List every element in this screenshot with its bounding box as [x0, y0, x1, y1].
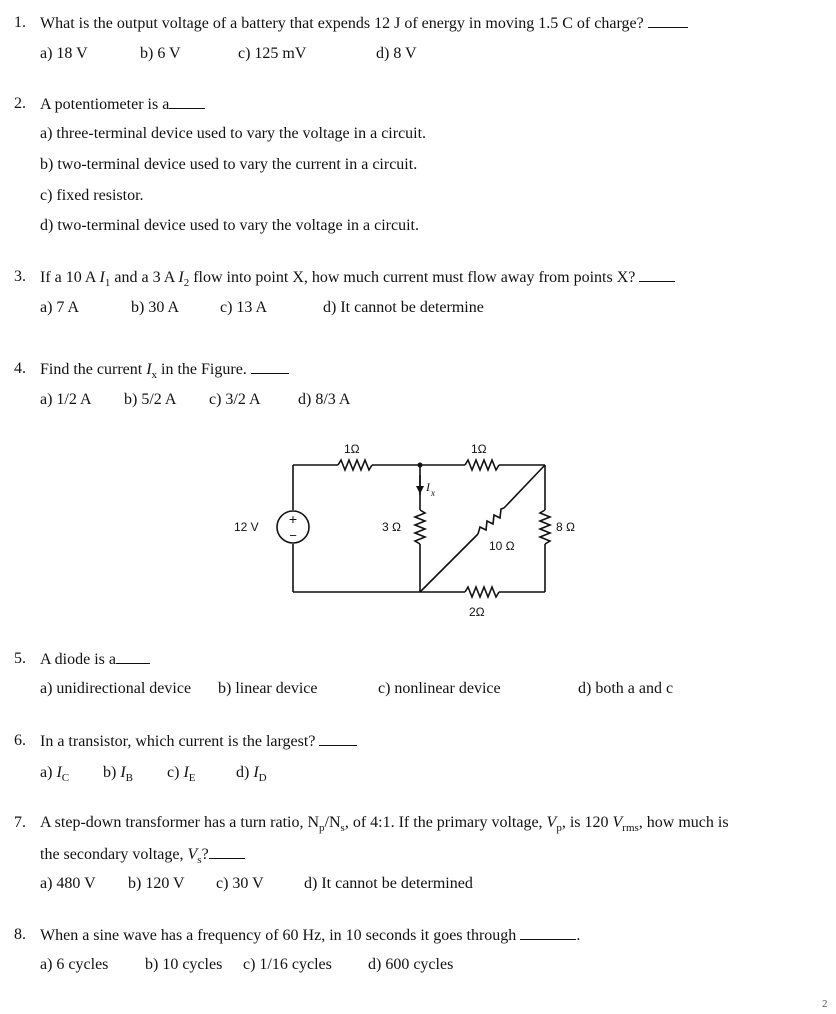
q6-answer-blank[interactable]	[319, 731, 357, 746]
source-label: 12 V	[234, 520, 259, 534]
q7-number: 7.	[14, 814, 26, 831]
q4-number: 4.	[14, 360, 26, 377]
wire-diag-2	[504, 465, 545, 508]
q6-stem: In a transistor, which current is the largest?	[40, 733, 316, 750]
q8-option-b[interactable]: b) 10 cycles	[145, 956, 223, 973]
q7-vs-sub: s	[197, 854, 202, 867]
q2-option-b[interactable]: b) two-terminal device used to vary the current in a circuit.	[40, 156, 418, 173]
q4-stem-post: in the Figure.	[157, 361, 247, 378]
q5-option-d[interactable]: d) both a and c	[578, 680, 674, 697]
q6-option-a-sub: C	[61, 772, 70, 785]
q3-stem-post: flow into point X, how much current must flow away from points X?	[189, 269, 636, 286]
q7-answer-blank[interactable]	[209, 844, 245, 859]
q6-option-b-symbol: I	[120, 764, 126, 781]
q7-line2-a: the secondary voltage,	[40, 846, 188, 863]
q1-option-c[interactable]: c) 125 mV	[238, 45, 307, 62]
q3-stem-pre: If a 10 A	[40, 269, 100, 286]
q2-option-d[interactable]: d) two-terminal device used to vary the voltage in a circuit.	[40, 217, 419, 234]
q6-option-a-prefix: a)	[40, 764, 57, 781]
q7-option-b[interactable]: b) 120 V	[128, 875, 185, 892]
q6-option-c[interactable]	[167, 763, 196, 788]
resistor-mid	[415, 510, 425, 544]
wire-diag-1	[420, 534, 478, 592]
current-label: I	[426, 480, 430, 494]
q8-option-d[interactable]: d) 600 cycles	[368, 956, 454, 973]
q3-i2-sub: 2	[183, 277, 190, 290]
q1-option-b[interactable]: b) 6 V	[140, 45, 181, 62]
q1-number: 1.	[14, 14, 26, 31]
resistor-top-left	[338, 460, 372, 470]
q7-vp-sub: p	[556, 822, 562, 835]
q3-option-a[interactable]: a) 7 A	[40, 299, 80, 316]
q1-stem: What is the output voltage of a battery that expends 12 J of energy in moving 1.5 C of charge?	[40, 15, 644, 32]
q3-option-b[interactable]: b) 30 A	[131, 299, 179, 316]
q7-sub-s: s	[340, 822, 345, 835]
q2-option-a[interactable]: a) three-terminal device used to vary the voltage in a circuit.	[40, 125, 427, 142]
q2-option-c[interactable]: c) fixed resistor.	[40, 187, 144, 204]
q8-text	[40, 925, 580, 946]
label-r-top-right: 1Ω	[471, 442, 487, 456]
q7-option-a[interactable]: a) 480 V	[40, 875, 96, 892]
q7-text-line1	[40, 813, 729, 838]
q7-line1-b: /N	[324, 814, 341, 831]
q7-vrms-symbol: V	[612, 814, 623, 831]
source-minus-sign: −	[289, 528, 297, 543]
q2-number: 2.	[14, 95, 26, 112]
current-label-sub: x	[431, 488, 435, 498]
q3-stem-mid: and a 3 A	[110, 269, 179, 286]
q6-option-c-symbol: I	[183, 764, 189, 781]
q5-option-c[interactable]: c) nonlinear device	[378, 680, 501, 697]
q4-ix-sub: x	[151, 369, 158, 382]
q6-option-b-prefix: b)	[103, 764, 121, 781]
q6-option-b[interactable]	[103, 763, 133, 788]
q4-stem-pre: Find the current	[40, 361, 147, 378]
q5-number: 5.	[14, 650, 26, 667]
q8-option-c[interactable]: c) 1/16 cycles	[243, 956, 332, 973]
q7-vs-symbol: V	[187, 846, 198, 863]
label-r-diag: 10 Ω	[489, 539, 515, 553]
q8-answer-blank[interactable]	[520, 925, 576, 940]
resistor-top-right	[465, 460, 499, 470]
q5-option-a[interactable]: a) unidirectional device	[40, 680, 192, 697]
q3-number: 3.	[14, 268, 26, 285]
q7-line1-c: , of 4:1. If the primary voltage,	[344, 814, 547, 831]
q7-line1-a: A step-down transformer has a turn ratio, N	[40, 814, 320, 831]
q6-number: 6.	[14, 732, 26, 749]
source-plus-sign: +	[288, 511, 298, 527]
q6-text	[40, 731, 357, 752]
label-r-bottom: 2Ω	[469, 605, 485, 619]
q4-option-a[interactable]: a) 1/2 A	[40, 391, 92, 408]
q3-option-c[interactable]: c) 13 A	[220, 299, 268, 316]
resistor-bottom	[465, 587, 499, 597]
current-arrow-head	[416, 486, 424, 494]
q7-line1-d: , is 120	[561, 814, 613, 831]
q2-stem: A potentiometer is a	[40, 96, 170, 113]
q6-option-d[interactable]	[236, 763, 267, 788]
q8-number: 8.	[14, 926, 26, 943]
resistor-right	[540, 510, 550, 544]
q5-option-b[interactable]: b) linear device	[218, 680, 318, 697]
q7-line1-e: , how much is	[638, 814, 729, 831]
q6-option-d-symbol: I	[253, 764, 259, 781]
q4-ix-symbol: I	[146, 361, 152, 378]
q7-line2-b: ?	[201, 846, 209, 863]
q6-option-c-sub: E	[188, 772, 196, 785]
q3-i2-symbol: I	[178, 269, 184, 286]
label-r-mid: 3 Ω	[382, 520, 401, 534]
q6-option-d-sub: D	[258, 772, 267, 785]
node-dot	[418, 463, 423, 468]
q6-option-c-prefix: c)	[167, 764, 184, 781]
q7-text-line2	[40, 844, 245, 870]
q6-option-d-prefix: d)	[236, 764, 254, 781]
resistor-diag	[478, 508, 504, 534]
q5-answer-blank[interactable]	[116, 649, 150, 664]
q8-stem: When a sine wave has a frequency of 60 Hz, in 10 seconds it goes through	[40, 927, 517, 944]
q6-option-a-symbol: I	[56, 764, 62, 781]
q7-vp-symbol: V	[546, 814, 557, 831]
q7-option-d[interactable]: d) It cannot be determined	[304, 875, 473, 892]
q4-option-d[interactable]: d) 8/3 A	[298, 391, 351, 408]
label-r-top-left: 1Ω	[344, 442, 360, 456]
q5-text	[40, 649, 150, 670]
q4-option-c[interactable]: c) 3/2 A	[209, 391, 261, 408]
q7-sub-p: p	[319, 822, 325, 835]
label-r-right: 8 Ω	[556, 520, 575, 534]
q3-i1-sub: 1	[104, 277, 111, 290]
q6-option-b-sub: B	[125, 772, 133, 785]
page-corner-mark: 2	[822, 998, 828, 1010]
q5-stem: A diode is a	[40, 651, 116, 668]
q6-option-a[interactable]	[40, 763, 69, 788]
q1-option-a[interactable]: a) 18 V	[40, 45, 88, 62]
q7-vrms-sub: rms	[622, 822, 639, 835]
q3-option-d[interactable]: d) It cannot be determine	[323, 299, 484, 316]
q4-option-b[interactable]: b) 5/2 A	[124, 391, 177, 408]
q1-option-d[interactable]: d) 8 V	[376, 45, 417, 62]
q8-stem-end: .	[576, 927, 581, 944]
q3-i1-symbol: I	[99, 269, 105, 286]
q7-option-c[interactable]: c) 30 V	[216, 875, 264, 892]
q8-option-a[interactable]: a) 6 cycles	[40, 956, 109, 973]
